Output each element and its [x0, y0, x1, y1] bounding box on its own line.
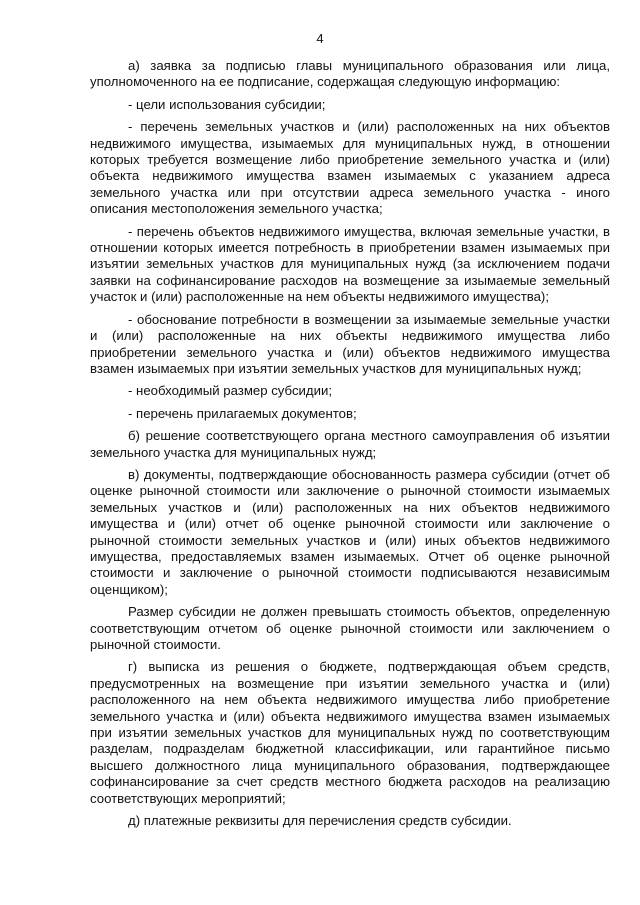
paragraph-subsidy-limit: Размер субсидии не должен превышать стоимость объектов, определенную соответствующим отчетом об оценке рыночной стоимости или заключением о рыночной стоимости.: [90, 604, 610, 652]
paragraph-g-budget-extract: г) выписка из решения о бюджете, подтверждающая объем средств, предусмотренных на возмещение при изъятии земельного участка и (или) расположенного на нем объекта недвижимого имущества либо приобретение земельного участка и (или) объекта недвижимого имущества взамен изымаемых при изъятии земельных участков для муниципальных нужд по соответствующим разделам, подразделам бюджетной классификации, или гарантийное письмо высшего должностного лица муниципального образования, подтверждающее софинансирование за счет средств местного бюджета расходов на реализацию соответствующих мероприятий;: [90, 659, 610, 806]
paragraph-v-documents: в) документы, подтверждающие обоснованность размера субсидии (отчет об оценке рыночной стоимости или заключение о рыночной стоимости изымаемых земельных участков и (или) расположенных на них объектов недвижимого имущества и (или) отчет об оценке рыночной стоимости или заключение о рыночной стоимости земельных участков и (или) иных объектов недвижимого имущества, предоставляемых взамен изымаемых. Отчет об оценке рыночной стоимости и заключение о рыночной стоимости подписываются независимым оценщиком);: [90, 466, 610, 597]
paragraph-subsidy-purpose: - цели использования субсидии;: [128, 96, 326, 112]
paragraph-real-estate-list: - перечень объектов недвижимого имущества, включая земельные участки, в отношении которых имеется потребность в приобретении взамен изымаемых при изъятии земельных участков для муниципальных нужд (за исключением подачи заявки на софинансирование расходов на возмещение за изымаемые земельный участок и (или) расположенные на нем объекты недвижимого имущества);: [90, 223, 610, 305]
paragraph-compensation-justification: - обоснование потребности в возмещении за изымаемые земельные участки и (или) расположенные на них объекты недвижимого имущества либо приобретении земельного участка и (или) объектов недвижимого имущества взамен изымаемых при изъятии земельных участков для муниципальных нужд;: [90, 311, 610, 376]
paragraph-subsidy-amount: - необходимый размер субсидии;: [128, 383, 333, 399]
paragraph-b-decision: б) решение соответствующего органа местного самоуправления об изъятии земельного участка для муниципальных нужд;: [90, 428, 610, 460]
paragraph-land-plots-list: - перечень земельных участков и (или) расположенных на них объектов недвижимого имущества, изымаемых для муниципальных нужд, в отношении которых требуется возмещение либо приобретение земельного участка и (или) объекта недвижимого имущества взамен изымаемых с указанием адреса земельного участка или при отсутствии адреса земельного участка - иного описания местоположения земельного участка;: [90, 119, 610, 217]
paragraph-d-payment-details: д) платежные реквизиты для перечисления средств субсидии.: [128, 813, 512, 829]
document-body: [90, 58, 610, 835]
paragraph-attached-documents: - перечень прилагаемых документов;: [128, 405, 357, 421]
paragraph-a-application: а) заявка за подписью главы муниципального образования или лица, уполномоченного на ее подписание, содержащая следующую информацию:: [90, 58, 610, 90]
page-number: 4: [316, 31, 324, 46]
